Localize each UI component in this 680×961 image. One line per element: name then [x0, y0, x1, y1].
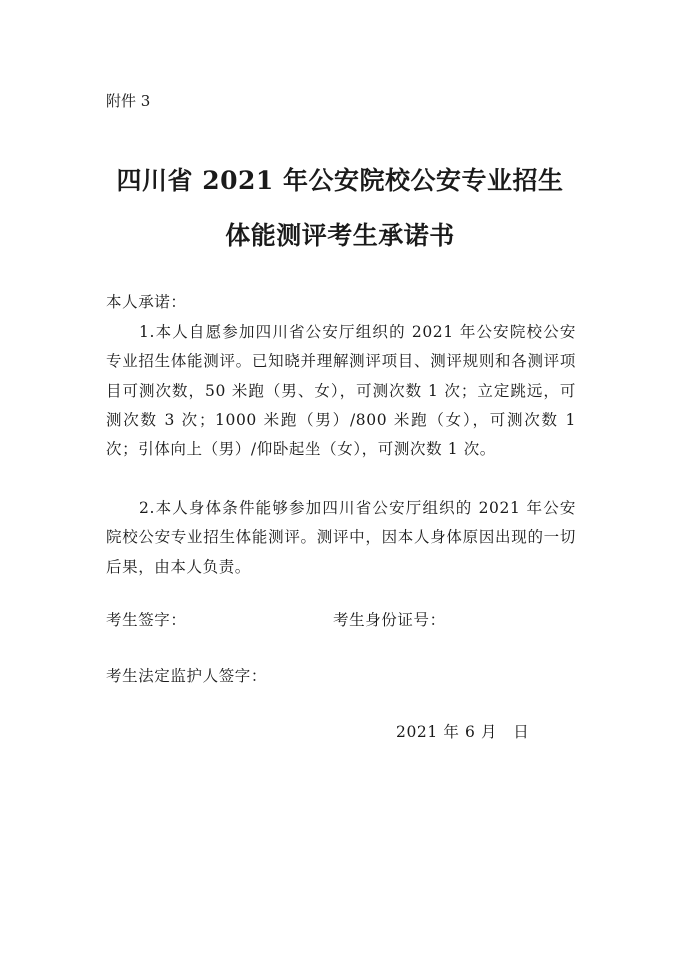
greeting-text: 本人承诺： [106, 293, 187, 311]
student-id-label: 考生身份证号： [333, 611, 446, 629]
document-title-line-2: 体能测评考生承诺书 [225, 221, 455, 250]
commitment-paragraph-2: 2.本人身体条件能够参加四川省公安厅组织的 2021 年公安院校公安专业招生体能测评。测评中，因本人身体原因出现的一切后果，由本人负责。 [106, 499, 576, 576]
guardian-signature-label: 考生法定监护人签字： [106, 667, 268, 685]
signing-date: 2021 年 6 月 日 [396, 723, 530, 741]
student-signature-label: 考生签字： [106, 611, 187, 629]
document-title-line-1: 四川省 2021 年公安院校公安专业招生 [116, 166, 564, 195]
commitment-paragraph-1: 1.本人自愿参加四川省公安厅组织的 2021 年公安院校公安专业招生体能测评。已知晓并理解测评项目、测评规则和各测评项目可测次数，50 米跑（男、女），可测次数 1 次；立定跳远，可测次数 3 次；1000 米跑（男）/800 米跑（女），可测次数 1 次；引体向上（男）/仰卧起坐（女），可测次数 1 次。 [106, 323, 576, 459]
attachment-label: 附件 3 [106, 92, 151, 110]
